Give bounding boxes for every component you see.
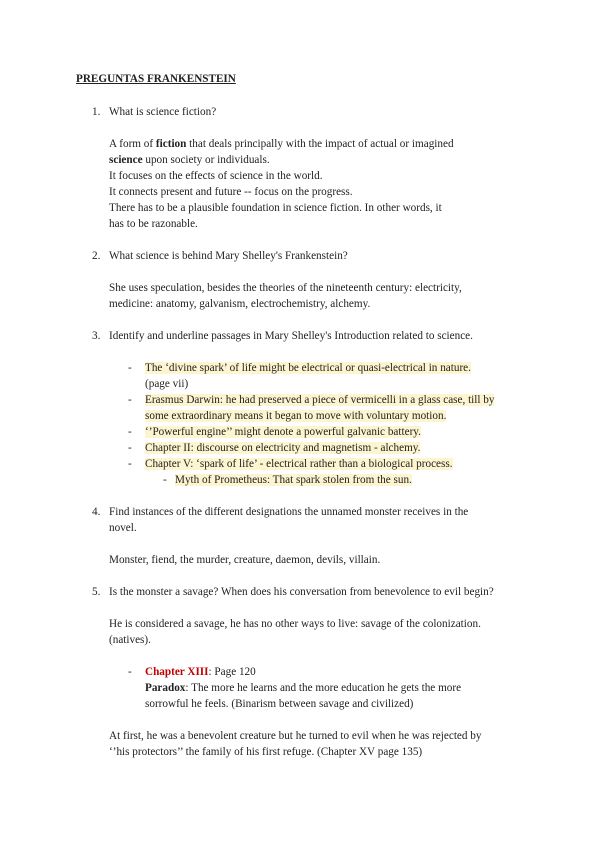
- answer-line: [109, 152, 454, 168]
- answer-line: [109, 136, 454, 152]
- answer-line: She uses speculation, besides the theories of the nineteenth century: electricity,: [109, 282, 462, 294]
- highlighted-text: The ‘divine spark’ of life might be electrical or quasi-electrical in nature.: [145, 362, 471, 374]
- answer-5: [109, 616, 481, 648]
- question-text: What is science fiction?: [109, 106, 217, 118]
- paradox-label: Paradox: [145, 682, 186, 694]
- question-1: [92, 104, 512, 120]
- question-4: [92, 504, 512, 534]
- bullet-dash: -: [128, 458, 132, 470]
- bullet-dash: -: [128, 426, 132, 438]
- highlighted-text: some extraordinary means it began to move with voluntary motion.: [145, 410, 447, 422]
- answer-text: upon society or individuals.: [142, 154, 270, 166]
- document-title: PREGUNTAS FRANKENSTEIN: [76, 73, 236, 85]
- bullet-dash: -: [163, 474, 167, 486]
- question-text: Find instances of the different designations the unnamed monster receives in the: [109, 506, 469, 518]
- bullet-dash: -: [128, 394, 132, 406]
- highlighted-text: Erasmus Darwin: he had preserved a piece of vermicelli in a glass case, till by: [145, 394, 495, 406]
- bullet-dash: -: [128, 442, 132, 454]
- answer-2: [109, 280, 462, 312]
- highlighted-text: Chapter V: ‘spark of life’ - electrical rather than a biological process.: [145, 458, 453, 470]
- paradox-text: sorrowful he feels. (Binarism between savage and civilized): [145, 698, 414, 710]
- question-number: 3.: [92, 330, 101, 342]
- bullet-text: (page vii): [145, 378, 189, 390]
- answer-line: There has to be a plausible foundation in science fiction. In other words, it: [109, 202, 442, 214]
- question-number: 5.: [92, 586, 101, 598]
- chapter-page: : Page 120: [208, 666, 256, 678]
- question-text: Is the monster a savage? When does his conversation from benevolence to evil begin?: [109, 586, 494, 598]
- answer-line: At first, he was a benevolent creature but he turned to evil when he was rejected by: [109, 730, 482, 742]
- answer-line: It connects present and future -- focus on the progress.: [109, 186, 353, 198]
- highlighted-text: Chapter II: discourse on electricity and magnetism - alchemy.: [145, 442, 421, 454]
- answer-1: [109, 136, 454, 232]
- question-text: What science is behind Mary Shelley's Frankenstein?: [109, 250, 348, 262]
- answer-line: It focuses on the effects of science in the world.: [109, 170, 323, 182]
- question-number: 2.: [92, 250, 101, 262]
- question-text: novel.: [109, 522, 137, 534]
- answer-4: [109, 552, 380, 568]
- answer-line: Monster, fiend, the murder, creature, daemon, devils, villain.: [109, 554, 381, 566]
- paradox-text: : The more he learns and the more education he gets the more: [185, 682, 462, 694]
- answer-text: A form of: [109, 138, 156, 150]
- question-number: 1.: [92, 106, 101, 118]
- answer-line: He is considered a savage, he has no other ways to live: savage of the colonization.: [109, 618, 481, 630]
- question-3: [92, 328, 512, 344]
- answer-line: has to be razonable.: [109, 218, 198, 230]
- bullet-dash: -: [128, 666, 132, 678]
- bullet-dash: -: [128, 362, 132, 374]
- question-number: 4.: [92, 506, 101, 518]
- question-2: [92, 248, 512, 264]
- bold-term-science: science: [109, 154, 143, 166]
- bold-term-fiction: fiction: [155, 138, 187, 150]
- answer-5-final: [109, 728, 481, 760]
- question-5: [92, 584, 512, 600]
- answer-line: ‘’his protectors’’ the family of his first refuge. (Chapter XV page 135): [109, 746, 423, 758]
- chapter-label: Chapter XIII: [145, 666, 209, 678]
- question-text: Identify and underline passages in Mary Shelley's Introduction related to science.: [109, 330, 473, 342]
- answer-line: medicine: anatomy, galvanism, electrochemistry, alchemy.: [109, 298, 371, 310]
- answer-text: that deals principally with the impact of actual or imagined: [186, 138, 454, 150]
- highlighted-text: Myth of Prometheus: That spark stolen from the sun.: [175, 474, 412, 486]
- answer-line: (natives).: [109, 634, 151, 646]
- highlighted-text: ‘’Powerful engine’’ might denote a powerful galvanic battery.: [145, 426, 421, 438]
